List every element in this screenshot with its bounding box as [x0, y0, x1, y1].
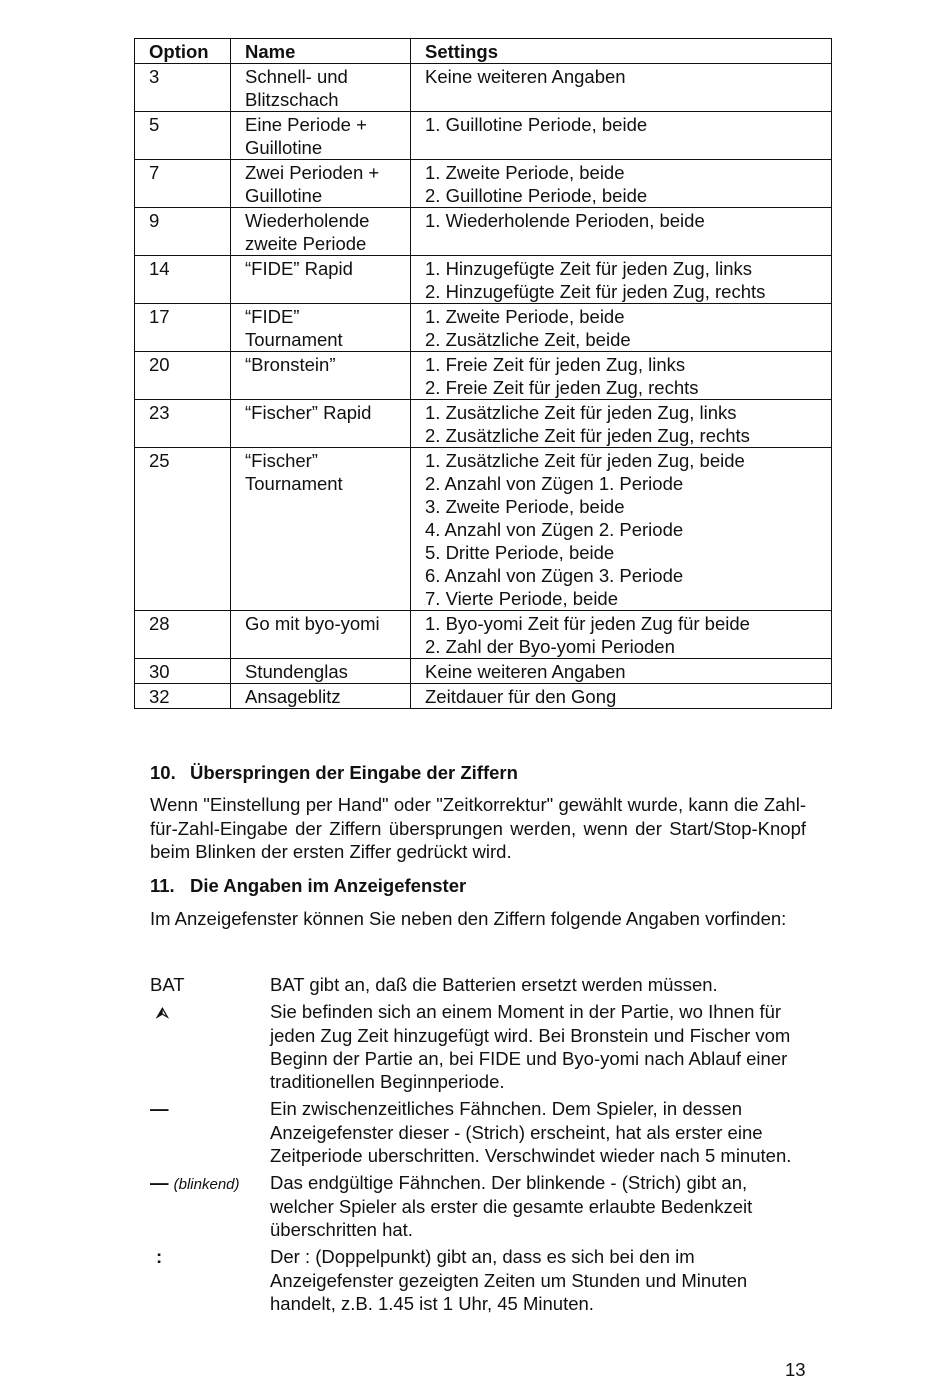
option-name-line: Guillotine: [245, 185, 323, 206]
option-setting-line: 1. Wiederholende Perioden, beide: [425, 210, 705, 231]
option-setting-line: 2. Anzahl von Zügen 1. Periode: [425, 473, 684, 494]
table-row: [135, 208, 832, 256]
option-name-cell: [231, 352, 411, 400]
options-table-body: [135, 64, 832, 709]
section-11-number: 11.: [150, 875, 175, 896]
option-setting-line: 2. Zusätzliche Zeit für jeden Zug, rechts: [425, 425, 750, 446]
table-row: [135, 659, 832, 684]
table-row: [135, 684, 832, 709]
option-name-cell: [231, 611, 411, 659]
option-setting-line: 2. Hinzugefügte Zeit für jeden Zug, rechts: [425, 281, 766, 302]
option-name-cell: [231, 684, 411, 709]
option-name-cell: [231, 448, 411, 611]
option-settings-cell: [411, 684, 832, 709]
option-number-cell: 14: [135, 256, 231, 304]
indicator-description: Das endgültige Fähnchen. Der blinkende - (Strich) gibt an, welcher Spieler als erster die gesamte erlaubte Bedenkzeit überschritten hat.: [270, 1172, 753, 1240]
option-settings-cell: [411, 448, 832, 611]
option-number-cell: 28: [135, 611, 231, 659]
bat-indicator: [150, 973, 265, 996]
option-name-cell: [231, 256, 411, 304]
indicator-item: [150, 1000, 810, 1093]
option-setting-line: 2. Freie Zeit für jeden Zug, rechts: [425, 377, 699, 398]
option-setting-line: 7. Vierte Periode, beide: [425, 588, 619, 609]
indicator-item: [150, 1171, 810, 1241]
indicator-term-symbol: :: [156, 1246, 163, 1268]
option-name-line: Guillotine: [245, 137, 323, 158]
option-name-cell: [231, 208, 411, 256]
page-number: 13: [785, 1359, 806, 1380]
option-setting-line: 4. Anzahl von Zügen 2. Periode: [425, 519, 684, 540]
option-setting-line: 2. Zahl der Byo-yomi Perioden: [425, 636, 675, 657]
indicator-description: Ein zwischenzeitliches Fähnchen. Dem Spieler, in dessen Anzeigefenster dieser - (Strich) erscheint, hat als erster eine Zeitperiode uberschritten. Verschwindet wieder nach 5 minuten.: [270, 1098, 792, 1167]
option-setting-line: 1. Zweite Periode, beide: [425, 306, 625, 327]
option-name-line: Blitzschach: [245, 89, 339, 110]
option-name-line: Zwei Perioden +: [245, 162, 380, 183]
option-setting-line: 1. Zusätzliche Zeit für jeden Zug, beide: [425, 450, 745, 471]
option-setting-line: 2. Zusätzliche Zeit, beide: [425, 329, 631, 350]
table-row: [135, 448, 832, 611]
option-name-line: Go mit byo-yomi: [245, 613, 380, 634]
table-row: [135, 611, 832, 659]
option-name-line: zweite Periode: [245, 233, 367, 254]
section-10-heading: [150, 762, 518, 784]
option-name-cell: [231, 304, 411, 352]
table-row: [135, 160, 832, 208]
option-setting-line: 1. Freie Zeit für jeden Zug, links: [425, 354, 686, 375]
section-10-number: 10.: [150, 762, 176, 783]
option-settings-cell: [411, 208, 832, 256]
indicator-description: Sie befinden sich an einem Moment in der Partie, wo Ihnen für jeden Zug Zeit hinzugefügt wird. Bei Bronstein und Fischer vom Beginn der Partie an, bei FIDE und Byo-yomi nach Ablauf einer traditionellen Beginnperiode.: [270, 1001, 791, 1093]
option-setting-line: 3. Zweite Periode, beide: [425, 496, 625, 517]
option-setting-line: Keine weiteren Angaben: [425, 66, 626, 87]
option-setting-line: Zeitdauer für den Gong: [425, 686, 617, 707]
option-name-cell: [231, 400, 411, 448]
option-name-line: Tournament: [245, 329, 343, 350]
option-name-cell: [231, 112, 411, 160]
option-name-line: “Bronstein”: [245, 354, 336, 375]
option-number-cell: 7: [135, 160, 231, 208]
option-name-line: Eine Periode +: [245, 114, 367, 135]
option-number-cell: 23: [135, 400, 231, 448]
option-settings-cell: [411, 112, 832, 160]
blinking-dash-flag-indicator: [150, 1171, 265, 1196]
option-settings-cell: [411, 64, 832, 112]
indicator-item: [150, 1245, 810, 1315]
option-setting-line: Keine weiteren Angaben: [425, 661, 626, 682]
option-number-cell: 3: [135, 64, 231, 112]
section-10-text: Wenn "Einstellung per Hand" oder "Zeitkorrektur" gewählt wurde, kann die Zahl-für-Zahl-Eingabe der Ziffern übersprungen werden, wenn der Start/Stop-Knopf beim Blinken der ersten Ziffer gedrückt wird.: [150, 794, 806, 862]
option-setting-line: 1. Guillotine Periode, beide: [425, 114, 648, 135]
table-row: [135, 256, 832, 304]
indicator-term-symbol: BAT: [150, 974, 185, 995]
option-setting-line: 6. Anzahl von Zügen 3. Periode: [425, 565, 684, 586]
indicator-description: Der : (Doppelpunkt) gibt an, dass es sich bei den im Anzeigefenster gezeigten Zeiten um Stunden und Minuten handelt, z.B. 1.45 ist 1 Uhr, 45 Minuten.: [270, 1246, 748, 1314]
header-settings: Settings: [411, 39, 832, 64]
section-11-title: Die Angaben im Anzeigefenster: [190, 875, 467, 896]
indicator-item: [150, 973, 810, 996]
table-row: [135, 112, 832, 160]
table-row: [135, 352, 832, 400]
option-setting-line: 2. Guillotine Periode, beide: [425, 185, 648, 206]
option-setting-line: 1. Byo-yomi Zeit für jeden Zug für beide: [425, 613, 750, 634]
section-11-text: Im Anzeigefenster können Sie neben den Ziffern folgende Angaben vorfinden:: [150, 908, 787, 929]
option-settings-cell: [411, 659, 832, 684]
option-name-cell: [231, 659, 411, 684]
indicator-term-symbol: —: [150, 1098, 169, 1120]
option-name-line: Wiederholende: [245, 210, 370, 231]
table-row: [135, 400, 832, 448]
option-name-line: Ansageblitz: [245, 686, 341, 707]
option-number-cell: 30: [135, 659, 231, 684]
indicator-term-symbol: ⮙: [156, 1005, 169, 1023]
option-number-cell: 5: [135, 112, 231, 160]
option-settings-cell: [411, 160, 832, 208]
dash-flag-indicator: [150, 1097, 265, 1120]
options-table: [134, 38, 832, 709]
section-10-title: Überspringen der Eingabe der Ziffern: [190, 762, 518, 783]
option-settings-cell: [411, 352, 832, 400]
added-time-arrow-icon: [150, 1000, 265, 1025]
option-name-line: Stundenglas: [245, 661, 348, 682]
table-row: [135, 304, 832, 352]
option-name-cell: [231, 160, 411, 208]
option-name-line: “FIDE” Rapid: [245, 258, 353, 279]
option-name-line: “Fischer”: [245, 450, 318, 471]
option-number-cell: 25: [135, 448, 231, 611]
table-row: [135, 64, 832, 112]
indicator-item: [150, 1097, 810, 1167]
option-setting-line: 1. Zweite Periode, beide: [425, 162, 625, 183]
indicator-description: BAT gibt an, daß die Batterien ersetzt werden müssen.: [270, 974, 718, 995]
indicator-term-symbol: —: [150, 1172, 169, 1194]
option-number-cell: 17: [135, 304, 231, 352]
display-indicator-list: [150, 973, 810, 1319]
table-header-row: [135, 39, 832, 64]
header-name: Name: [231, 39, 411, 64]
option-name-line: Schnell- und: [245, 66, 348, 87]
option-settings-cell: [411, 611, 832, 659]
option-setting-line: 5. Dritte Periode, beide: [425, 542, 615, 563]
option-name-cell: [231, 64, 411, 112]
option-number-cell: 32: [135, 684, 231, 709]
colon-indicator: [150, 1245, 265, 1268]
option-settings-cell: [411, 256, 832, 304]
option-settings-cell: [411, 400, 832, 448]
section-11-heading: [150, 875, 466, 897]
header-option: Option: [135, 39, 231, 64]
option-number-cell: 20: [135, 352, 231, 400]
option-name-line: Tournament: [245, 473, 343, 494]
option-setting-line: 1. Zusätzliche Zeit für jeden Zug, links: [425, 402, 737, 423]
option-number-cell: 9: [135, 208, 231, 256]
indicator-term-qualifier: (blinkend): [173, 1176, 240, 1194]
option-settings-cell: [411, 304, 832, 352]
option-setting-line: 1. Hinzugefügte Zeit für jeden Zug, links: [425, 258, 753, 279]
option-name-line: “Fischer” Rapid: [245, 402, 372, 423]
option-name-line: “FIDE”: [245, 306, 300, 327]
